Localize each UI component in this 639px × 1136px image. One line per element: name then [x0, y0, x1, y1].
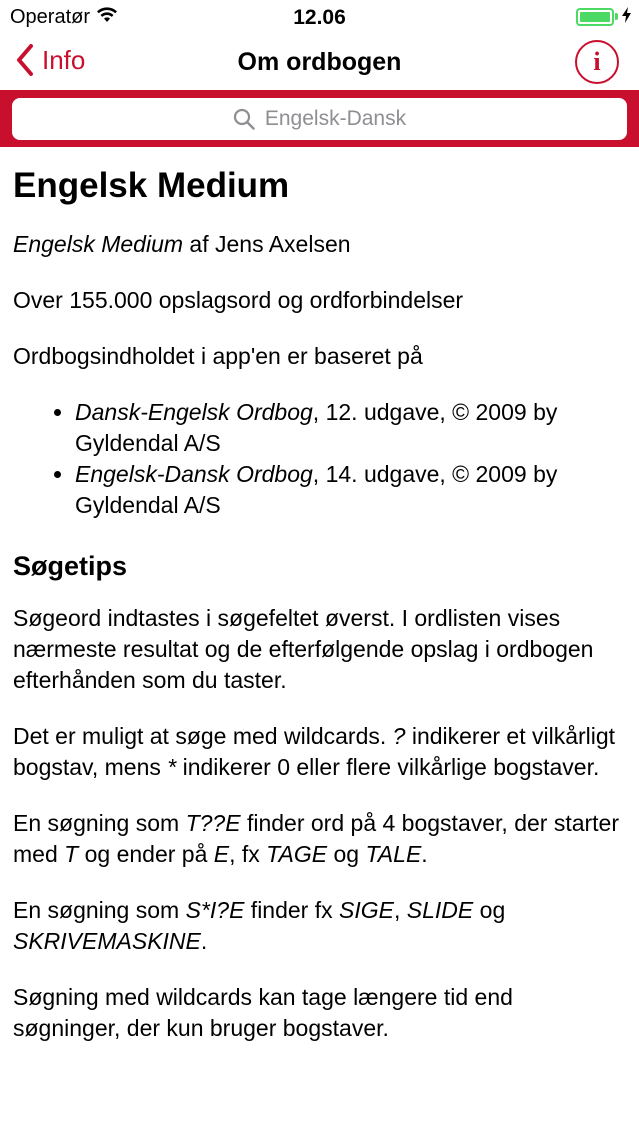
entry-count: Over 155.000 opslagsord og ordforbindelser — [13, 287, 464, 313]
about-content — [13, 160, 625, 1069]
letter-example: T — [64, 841, 79, 867]
tip-text: finder fx — [244, 897, 340, 923]
wildcard-star: * — [167, 754, 177, 780]
search-placeholder: Engelsk-Dansk — [264, 107, 407, 130]
search-icon — [233, 108, 255, 130]
carrier-label: Operatør — [10, 6, 91, 28]
search-pattern: S*I?E — [185, 897, 245, 923]
search-pattern: T??E — [185, 810, 241, 836]
word-example: TALE — [365, 841, 422, 867]
tip-text: , — [394, 897, 407, 923]
dictionary-heading: Engelsk Medium — [13, 166, 290, 205]
tip-text: Det er muligt at søge med wildcards. — [13, 723, 393, 749]
tip-wildcard-speed: Søgning med wildcards kan tage længere tid end søgninger, der kun bruger bogstaver. — [13, 984, 513, 1041]
source-item — [75, 459, 625, 521]
tip-text: og — [473, 897, 506, 923]
status-right — [576, 7, 631, 26]
word-example: SLIDE — [406, 897, 474, 923]
source-details: , 12. udgave, © 2009 by Gyldendal A/S — [75, 399, 558, 456]
based-on-text: Ordbogsindholdet i app'en er baseret på — [13, 343, 423, 369]
status-time: 12.06 — [293, 6, 346, 29]
info-button[interactable] — [575, 40, 619, 84]
source-title: Dansk-Engelsk Ordbog — [75, 399, 313, 425]
source-item — [75, 397, 625, 459]
wildcard-question: ? — [392, 723, 406, 749]
source-title: Engelsk-Dansk Ordbog — [75, 461, 313, 487]
tip-text: indikerer et vilkårligt bogstav, mens — [13, 723, 616, 780]
word-example: SKRIVEMASKINE — [13, 928, 201, 954]
charging-bolt-icon — [622, 7, 631, 26]
tip-text: . — [200, 928, 208, 954]
search-bar — [0, 90, 639, 147]
source-list — [13, 397, 625, 521]
tip-text: En søgning som — [13, 897, 186, 923]
tip-text: , fx — [229, 841, 267, 867]
tip-example-sie — [13, 895, 625, 957]
source-details: , 14. udgave, © 2009 by Gyldendal A/S — [75, 461, 558, 518]
tip-text: indikerer 0 eller flere vilkårlige bogstaver. — [176, 754, 600, 780]
tip-text: En søgning som — [13, 810, 186, 836]
battery-tip — [615, 13, 618, 20]
battery-icon — [576, 8, 614, 26]
word-example: SIGE — [339, 897, 394, 923]
page-title: Om ordbogen — [237, 48, 402, 76]
word-example: TAGE — [266, 841, 328, 867]
tip-text: og — [327, 841, 366, 867]
tip-text: . — [421, 841, 428, 867]
byline-title: Engelsk Medium — [13, 231, 184, 257]
back-label: Info — [42, 44, 86, 75]
tips-heading: Søgetips — [13, 551, 128, 581]
battery-fill — [580, 12, 610, 22]
search-input[interactable] — [12, 98, 627, 140]
tip-text: og ender på — [78, 841, 214, 867]
navigation-bar — [0, 36, 639, 90]
byline-author: af Jens Axelsen — [183, 231, 351, 257]
info-icon: i — [593, 47, 601, 76]
tip-search-field: Søgeord indtastes i søgefeltet øverst. I ordlisten vises nærmeste resultat og de efterfølgende opslag i ordbogen efterhånden som du taster. — [13, 605, 594, 693]
tip-wildcards — [13, 721, 625, 783]
letter-example: E — [213, 841, 230, 867]
tip-example-tre — [13, 808, 625, 870]
status-bar — [0, 0, 639, 36]
tip-text: finder ord på 4 bogstaver, der starter med — [13, 810, 620, 867]
byline — [13, 229, 625, 260]
